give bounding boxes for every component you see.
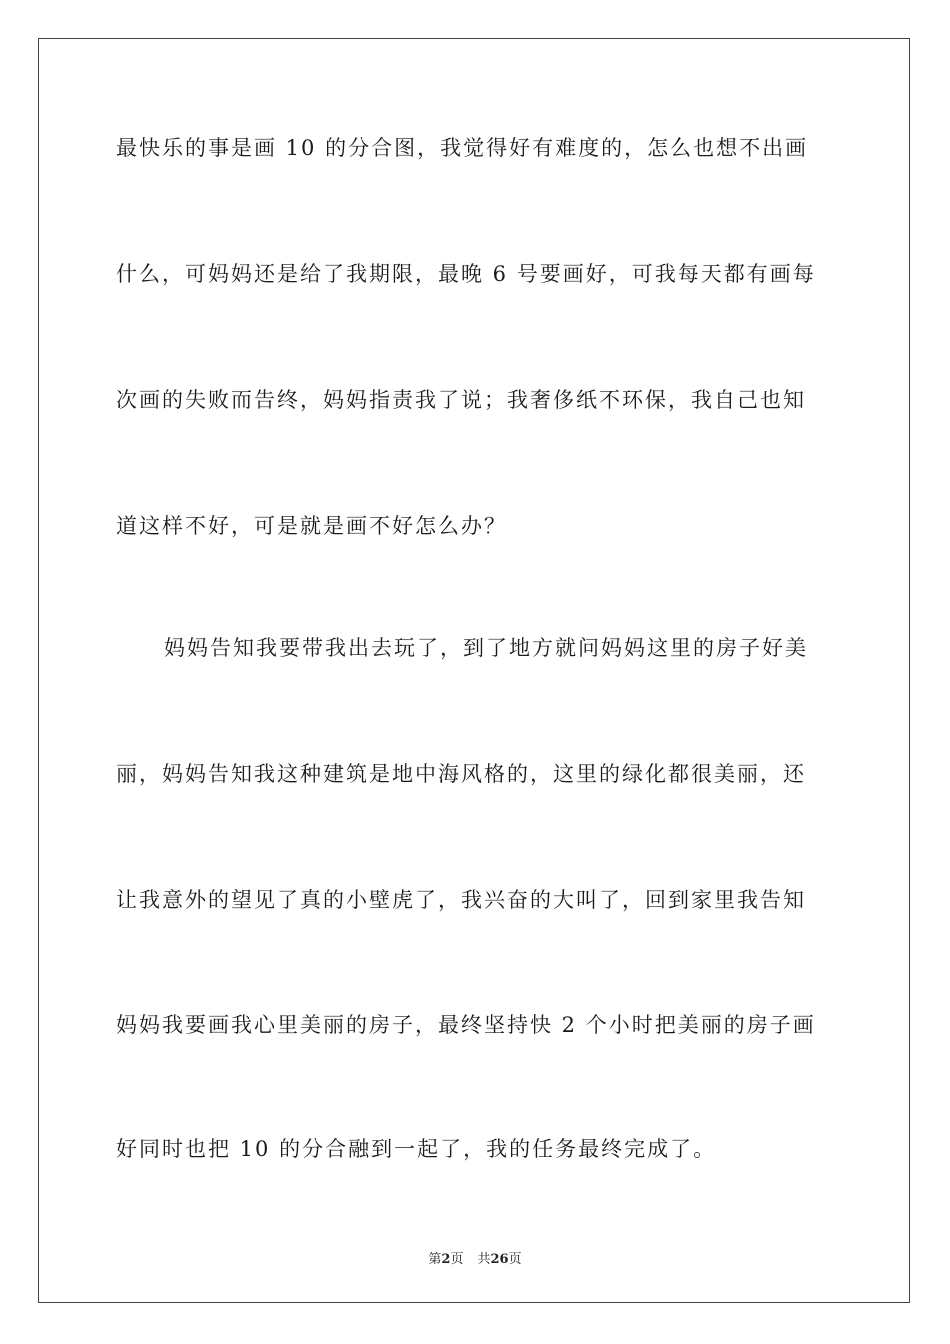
text-line: 好同时也把 10 的分合融到一起了，我的任务最终完成了。: [116, 1137, 717, 1161]
total-label-prefix: 共: [477, 1252, 491, 1267]
text-line: 什么，可妈妈还是给了我期限，最晚 6 号要画好，可我每天都有画每: [116, 262, 816, 286]
text-line: 妈妈告知我要带我出去玩了，到了地方就问妈妈这里的房子好美: [164, 636, 808, 660]
text-line: 丽，妈妈告知我这种建筑是地中海风格的，这里的绿化都很美丽，还: [116, 762, 806, 786]
text-line: 妈妈我要画我心里美丽的房子，最终坚持快 2 个小时把美丽的房子画: [116, 1013, 816, 1037]
text-line: 最快乐的事是画 10 的分合图，我觉得好有难度的，怎么也想不出画: [116, 136, 809, 160]
total-label-suffix: 页: [508, 1252, 522, 1267]
text-line: 次画的失败而告终，妈妈指责我了说；我奢侈纸不环保，我自己也知: [116, 388, 806, 412]
page-footer: [0, 1248, 950, 1267]
page-number: 2: [441, 1252, 451, 1267]
total-pages: 26: [490, 1252, 509, 1267]
text-line: 让我意外的望见了真的小壁虎了，我兴奋的大叫了，回到家里我告知: [116, 888, 806, 912]
page-label-suffix: 页: [450, 1252, 464, 1267]
page-label-prefix: 第: [428, 1252, 442, 1267]
text-line: 道这样不好，可是就是画不好怎么办？: [116, 514, 507, 538]
page-border: [38, 38, 910, 1303]
